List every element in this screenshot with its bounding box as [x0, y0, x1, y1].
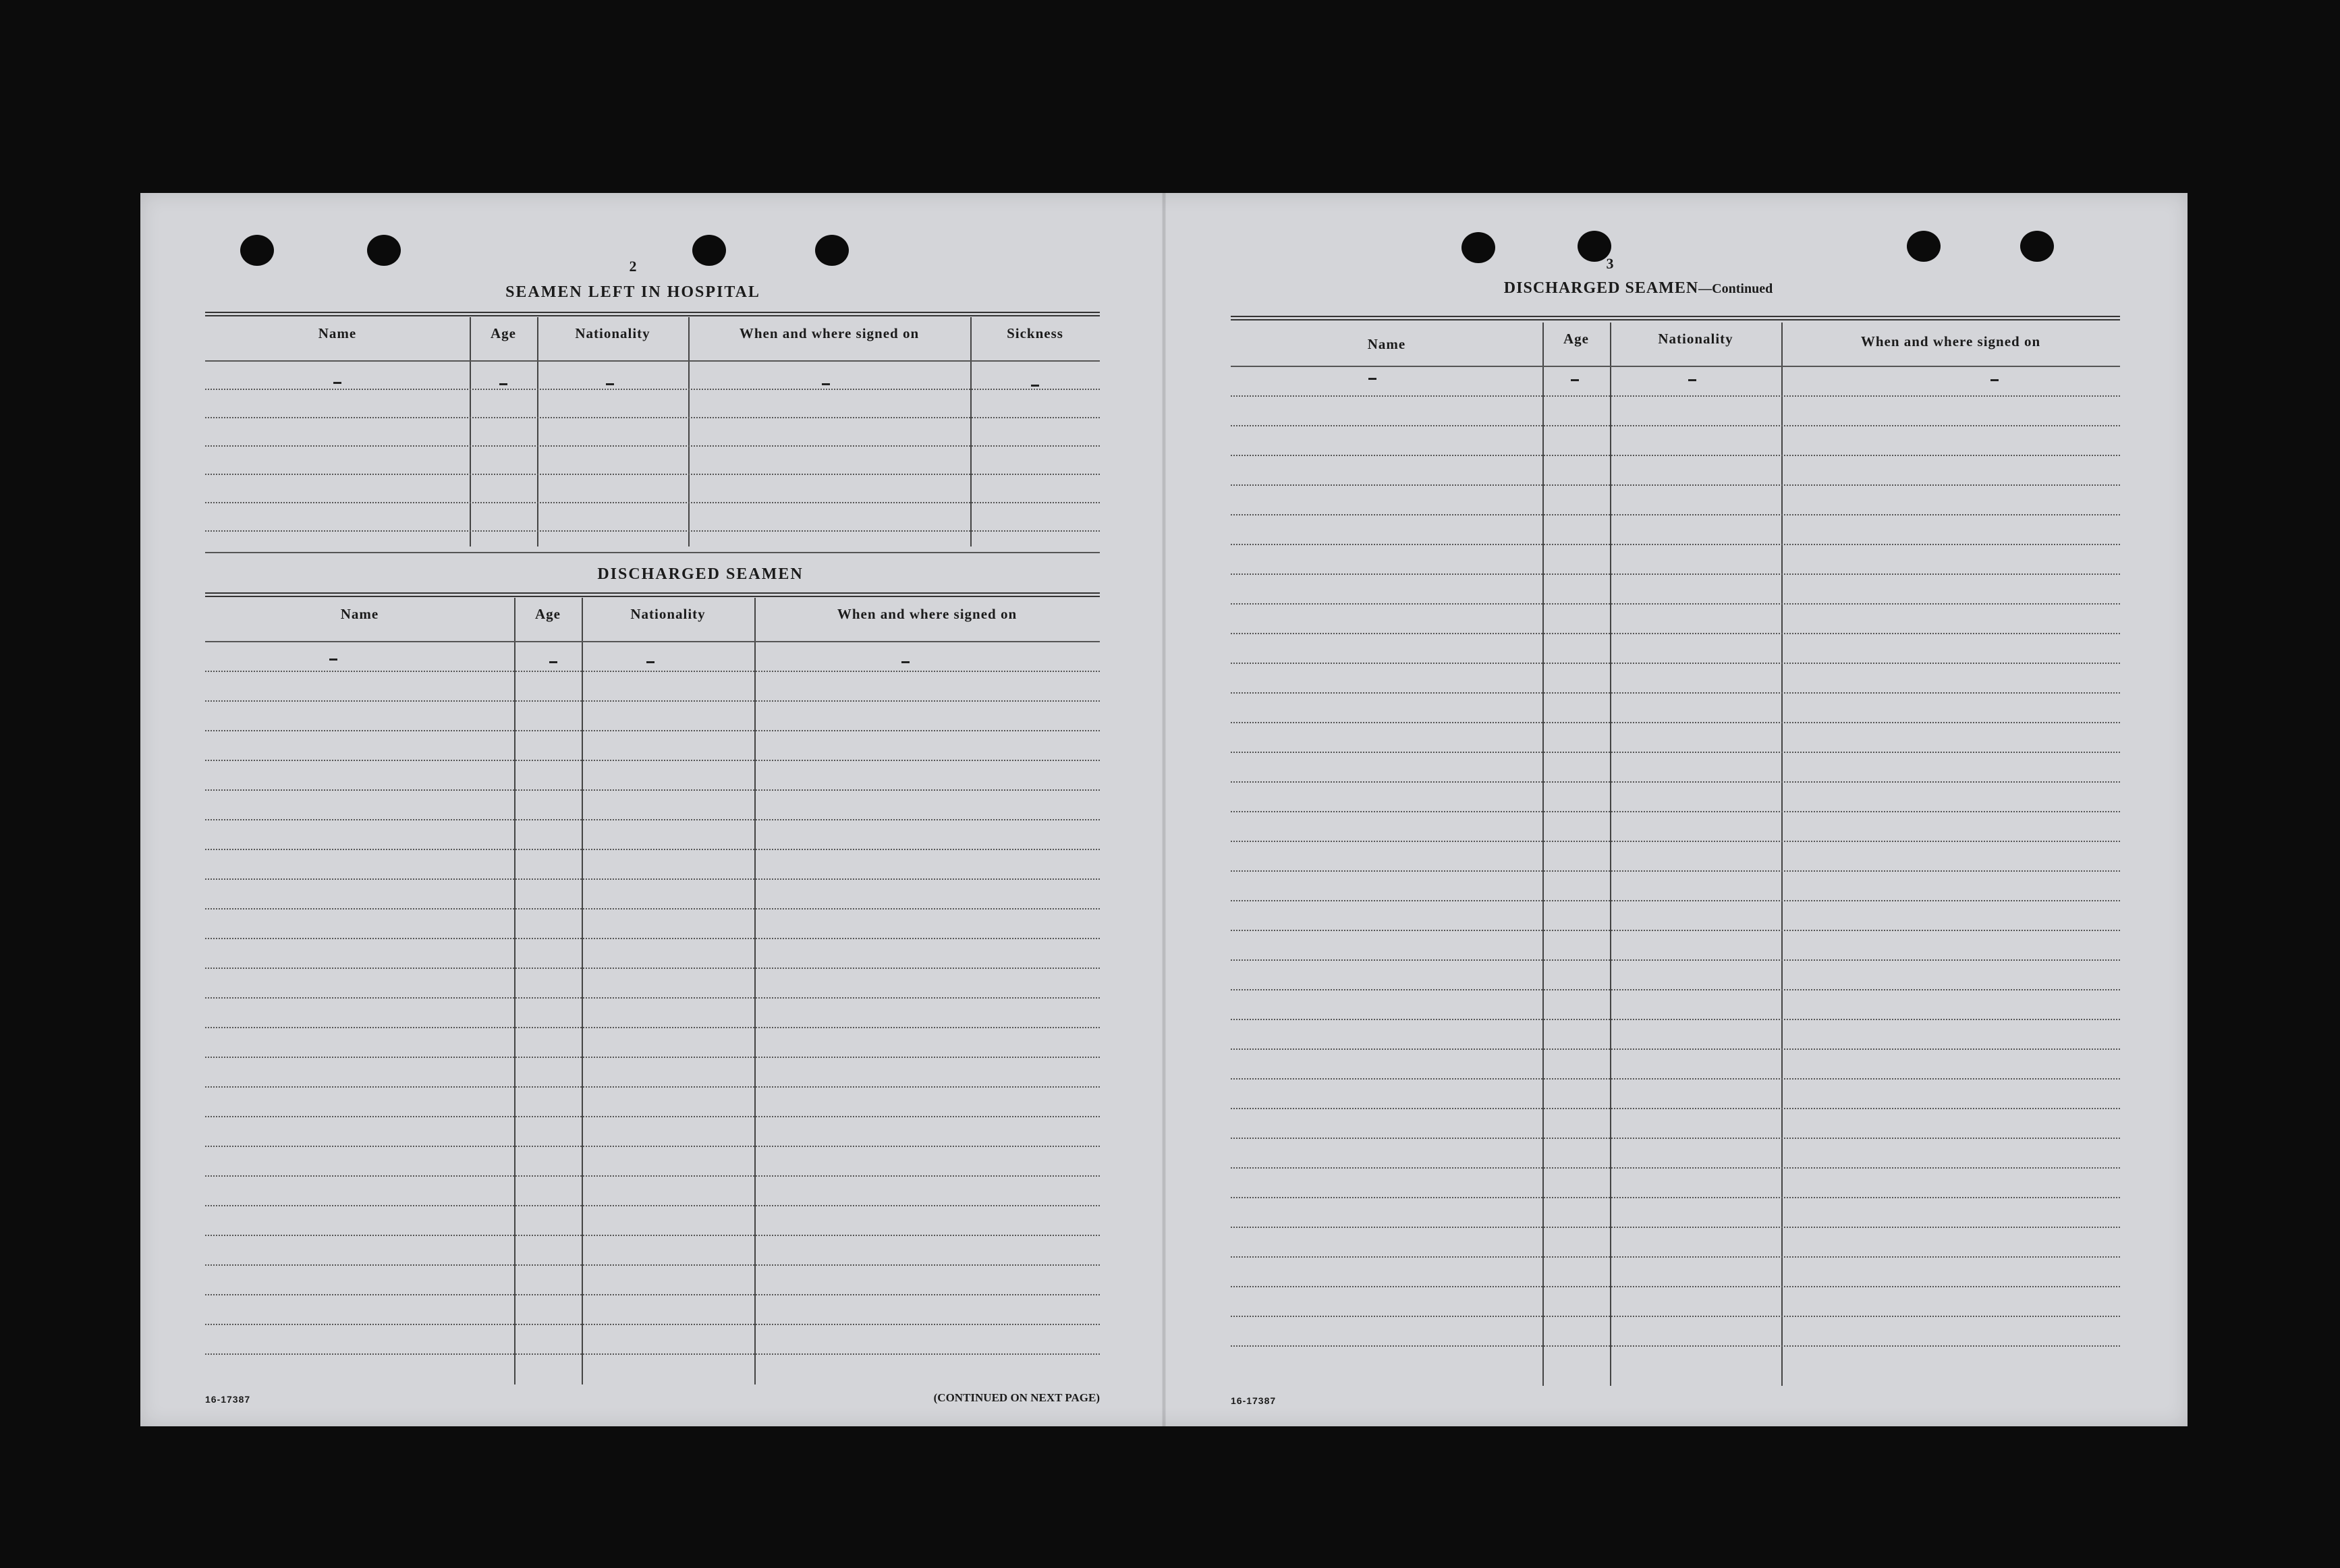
row-rule	[1231, 692, 2120, 694]
row-rule	[205, 530, 1100, 532]
row-rule	[205, 417, 1100, 418]
column-divider	[754, 598, 756, 1384]
ditto-mark	[333, 382, 341, 384]
col-header-nationality: Nationality	[1658, 331, 1733, 347]
col-header-nationality: Nationality	[575, 325, 650, 341]
column-divider	[514, 598, 516, 1384]
row-rule	[205, 1324, 1100, 1325]
section-rule	[1231, 316, 2120, 317]
row-rule	[205, 849, 1100, 850]
row-rule	[205, 1175, 1100, 1177]
hospital-section-title: SEAMEN LEFT IN HOSPITAL	[505, 283, 760, 301]
row-rule	[205, 1027, 1100, 1028]
hospital-table	[205, 317, 1100, 547]
page-number: 2	[629, 258, 637, 275]
row-rule	[1231, 1345, 2120, 1347]
row-rule	[205, 819, 1100, 820]
row-rule	[1231, 870, 2120, 872]
row-rule	[205, 502, 1100, 503]
ditto-mark	[901, 661, 910, 663]
column-divider	[582, 598, 583, 1384]
ditto-mark	[606, 383, 614, 385]
row-rule	[205, 730, 1100, 731]
ditto-mark	[1571, 379, 1579, 381]
row-rule	[205, 878, 1100, 880]
row-rule	[1231, 1048, 2120, 1050]
row-rule	[1231, 1108, 2120, 1109]
row-rule	[205, 700, 1100, 702]
section-title-main: DISCHARGED SEAMEN	[1503, 279, 1699, 297]
col-header-age: Age	[535, 606, 561, 622]
col-header-name: Name	[1367, 336, 1406, 352]
row-rule	[205, 908, 1100, 909]
column-divider	[688, 317, 690, 547]
form-sheet	[140, 193, 2188, 1426]
row-rule	[205, 789, 1100, 791]
row-rule	[1231, 366, 2120, 367]
row-rule	[1231, 841, 2120, 842]
row-rule	[1231, 425, 2120, 426]
row-rule	[205, 1353, 1100, 1355]
col-header-name: Name	[318, 325, 357, 341]
row-rule	[1231, 722, 2120, 723]
row-rule	[205, 968, 1100, 969]
row-rule	[1231, 900, 2120, 901]
row-rule	[205, 1146, 1100, 1147]
ditto-mark	[646, 661, 654, 663]
row-rule	[205, 389, 1100, 390]
row-rule	[1231, 989, 2120, 990]
col-header-sickness: Sickness	[1007, 325, 1063, 341]
row-rule	[1231, 455, 2120, 456]
row-rule	[1231, 1256, 2120, 1258]
row-rule	[1231, 633, 2120, 634]
row-rule	[1231, 1316, 2120, 1317]
left-page	[140, 193, 1162, 1426]
ditto-mark	[1031, 385, 1039, 387]
row-rule	[205, 1205, 1100, 1206]
page-number: 3	[1606, 255, 1614, 272]
row-rule	[205, 671, 1100, 672]
row-rule	[1231, 544, 2120, 545]
row-rule	[205, 760, 1100, 761]
row-rule	[1231, 781, 2120, 783]
discharged-section-title: DISCHARGED SEAMEN	[597, 565, 804, 583]
ditto-mark	[1688, 379, 1696, 381]
row-rule	[1231, 1078, 2120, 1080]
form-number: 16-17387	[205, 1394, 251, 1405]
table-bottom-rule	[205, 552, 1100, 553]
row-rule	[205, 474, 1100, 475]
section-rule	[205, 592, 1100, 594]
column-divider	[970, 317, 972, 547]
row-rule	[1231, 930, 2120, 931]
col-header-signed-on: When and where signed on	[739, 325, 920, 341]
row-rule	[205, 1086, 1100, 1088]
section-rule	[205, 312, 1100, 313]
row-rule	[1231, 395, 2120, 397]
row-rule	[205, 1294, 1100, 1295]
col-header-nationality: Nationality	[630, 606, 706, 622]
row-rule	[205, 360, 1100, 362]
row-rule	[205, 997, 1100, 999]
row-rule	[1231, 603, 2120, 605]
form-number: 16-17387	[1231, 1395, 1277, 1406]
discharged-table-continued	[1231, 323, 2120, 1386]
row-rule	[1231, 1167, 2120, 1169]
col-header-signed-on: When and where signed on	[1860, 333, 2041, 349]
row-rule	[205, 1116, 1100, 1117]
ditto-mark	[499, 383, 507, 385]
row-rule	[205, 1235, 1100, 1236]
row-rule	[205, 641, 1100, 642]
column-divider	[470, 317, 471, 547]
discharged-table	[205, 598, 1100, 1384]
row-rule	[1231, 663, 2120, 664]
row-rule	[205, 938, 1100, 939]
row-rule	[1231, 1019, 2120, 1020]
continued-note: (CONTINUED ON NEXT PAGE)	[933, 1391, 1100, 1404]
row-rule	[1231, 514, 2120, 515]
col-header-age: Age	[1563, 331, 1589, 347]
row-rule	[1231, 573, 2120, 575]
row-rule	[205, 445, 1100, 447]
row-rule	[1231, 1138, 2120, 1139]
ditto-mark	[329, 659, 337, 661]
row-rule	[1231, 752, 2120, 753]
row-rule	[1231, 959, 2120, 961]
ditto-mark	[549, 661, 557, 663]
col-header-age: Age	[491, 325, 516, 341]
row-rule	[1231, 1197, 2120, 1198]
col-header-name: Name	[340, 606, 379, 622]
row-rule	[205, 1057, 1100, 1058]
col-header-signed-on: When and where signed on	[837, 606, 1018, 622]
row-rule	[205, 1264, 1100, 1266]
ditto-mark	[822, 383, 830, 385]
section-title-suffix: —Continued	[1698, 281, 1773, 296]
row-rule	[1231, 484, 2120, 486]
right-page	[1166, 193, 2188, 1426]
row-rule	[1231, 1286, 2120, 1287]
ditto-mark	[1368, 378, 1376, 380]
column-divider	[537, 317, 538, 547]
row-rule	[1231, 811, 2120, 812]
ditto-mark	[1990, 379, 1999, 381]
row-rule	[1231, 1227, 2120, 1228]
discharged-continued-title	[1409, 279, 1868, 298]
